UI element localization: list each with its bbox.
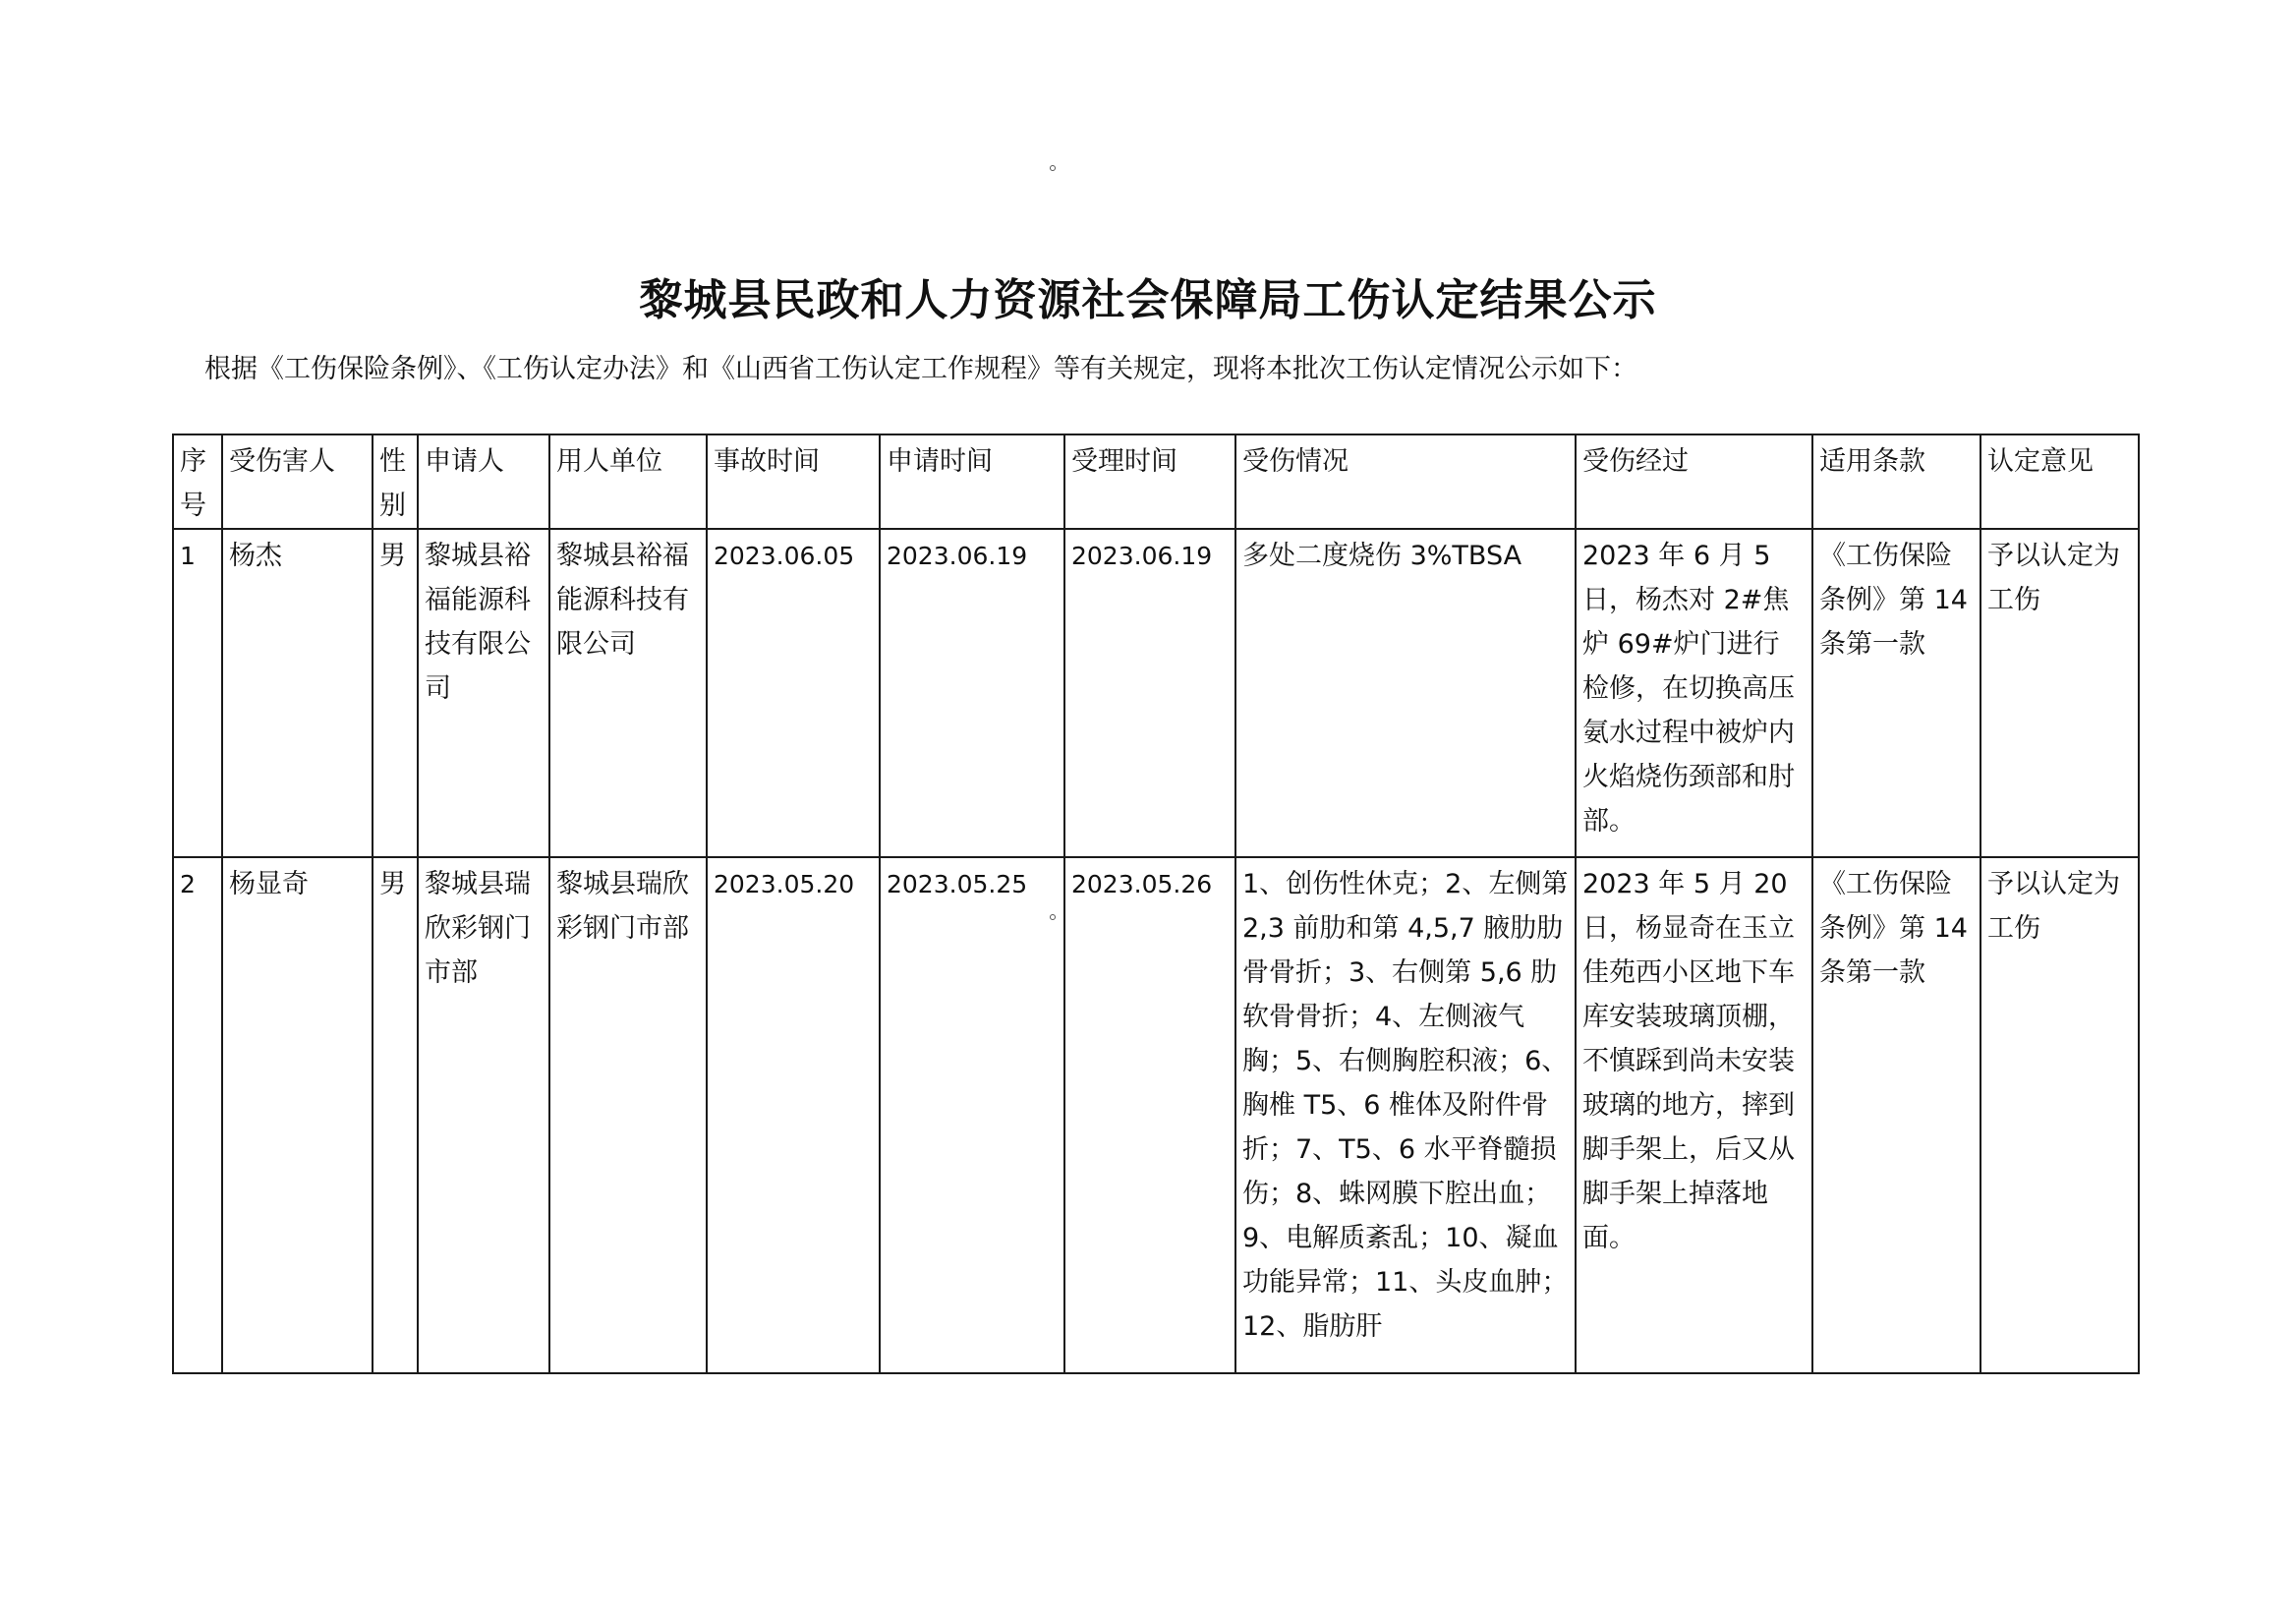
cell-injury: 多处二度烧伤 3%TBSA [1235,529,1576,857]
header-clause: 适用条款 [1812,434,1980,529]
cell-accept-date: 2023.05.26 [1064,857,1235,1373]
cell-gender: 男 [373,529,418,857]
cell-clause: 《工伤保险条例》第 14 条第一款 [1812,857,1980,1373]
scan-speck [1050,165,1056,171]
header-accept-date: 受理时间 [1064,434,1235,529]
cell-opinion: 予以认定为工伤 [1980,857,2139,1373]
cell-opinion: 予以认定为工伤 [1980,529,2139,857]
cell-injury: 1、创伤性休克；2、左侧第 2,3 前肋和第 4,5,7 腋肋肋骨骨折；3、右侧第 5,6 肋软骨骨折；4、左侧液气胸；5、右侧胸腔积液；6、胸椎 T5、6 椎体及附件骨折；7、T5、6 水平脊髓损伤；8、蛛网膜下腔出血；9、电解质紊乱；10、凝血功能异常；11、头皮血肿；12、脂肪肝 [1235,857,1576,1373]
header-opinion: 认定意见 [1980,434,2139,529]
page-title: 黎城县民政和人力资源社会保障局工伤认定结果公示 [639,275,1657,325]
table-row [173,857,2139,1373]
table-header-row [173,434,2139,529]
cell-injured: 杨显奇 [222,857,373,1373]
cell-injured: 杨杰 [222,529,373,857]
cell-index: 1 [173,529,222,857]
results-table [172,434,2140,1374]
cell-gender: 男 [373,857,418,1373]
header-gender: 性别 [373,434,418,529]
cell-process: 2023 年 5 月 20 日，杨显奇在玉立佳苑西小区地下车库安装玻璃顶棚，不慎踩到尚未安装玻璃的地方，摔到脚手架上，后又从脚手架上掉落地面。 [1576,857,1812,1373]
cell-accident-date: 2023.05.20 [707,857,880,1373]
cell-applicant: 黎城县瑞欣彩钢门市部 [418,857,549,1373]
cell-applicant: 黎城县裕福能源科技有限公司 [418,529,549,857]
header-accident-date: 事故时间 [707,434,880,529]
cell-apply-date: 2023.06.19 [880,529,1064,857]
header-process: 受伤经过 [1576,434,1812,529]
cell-employer: 黎城县瑞欣彩钢门市部 [549,857,707,1373]
intro-paragraph: 根据《工伤保险条例》、《工伤认定办法》和《山西省工伤认定工作规程》等有关规定，现将本批次工伤认定情况公示如下： [204,354,1637,384]
cell-accept-date: 2023.06.19 [1064,529,1235,857]
cell-employer: 黎城县裕福能源科技有限公司 [549,529,707,857]
cell-apply-date: 2023.05.25 [880,857,1064,1373]
header-apply-date: 申请时间 [880,434,1064,529]
header-injured: 受伤害人 [222,434,373,529]
cell-process: 2023 年 6 月 5 日，杨杰对 2#焦炉 69#炉门进行检修，在切换高压氨水过程中被炉内火焰烧伤颈部和肘部。 [1576,529,1812,857]
header-index: 序号 [173,434,222,529]
header-injury: 受伤情况 [1235,434,1576,529]
cell-index: 2 [173,857,222,1373]
header-employer: 用人单位 [549,434,707,529]
cell-clause: 《工伤保险条例》第 14 条第一款 [1812,529,1980,857]
table-row [173,529,2139,857]
cell-accident-date: 2023.06.05 [707,529,880,857]
header-applicant: 申请人 [418,434,549,529]
